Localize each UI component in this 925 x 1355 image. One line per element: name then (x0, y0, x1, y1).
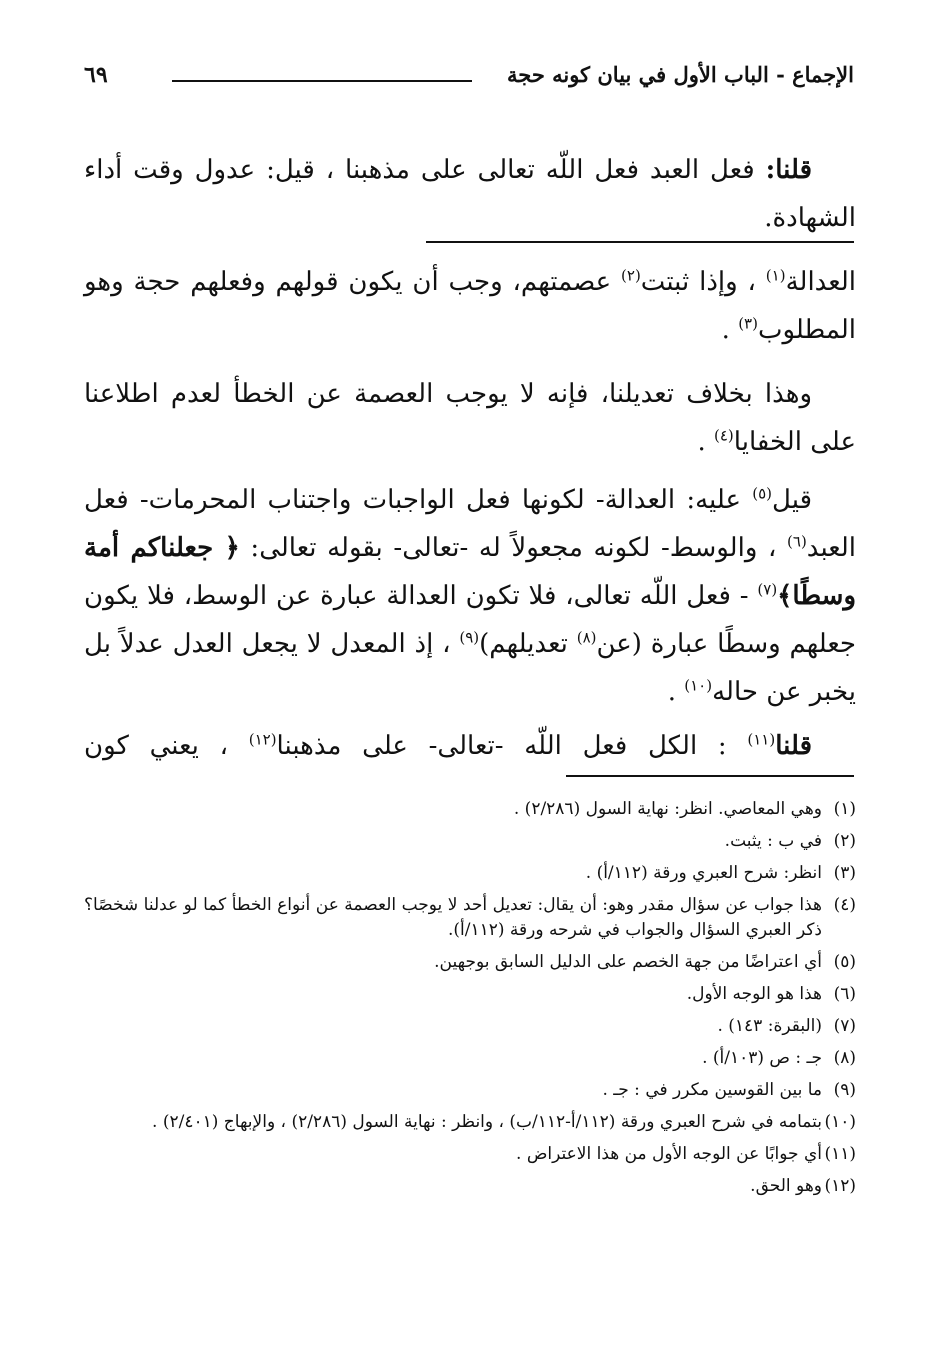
footnote-ref-6: (٦) (787, 532, 807, 551)
footnote-number: (١١) (824, 1144, 856, 1164)
footnote-ref-3: (٣) (738, 314, 758, 333)
footnote-ref-1: (١) (765, 266, 786, 285)
footnote-text: (البقرة: ١٤٣) . (717, 1016, 822, 1036)
footnote (84, 893, 856, 943)
page-number: ٦٩ (84, 62, 108, 88)
running-header (84, 62, 854, 102)
footnote-text: في ب : يثبت. (724, 831, 822, 851)
page-break-rule (426, 241, 854, 243)
paragraph-5 (84, 722, 856, 770)
footnote (84, 797, 856, 822)
qulna-lead: قلنا: (765, 155, 812, 185)
footnote-number: (٤) (833, 895, 856, 915)
footnote (84, 1174, 856, 1199)
paragraph-4-text: ، إذ المعدل لا يجعل العدل عدلاً بل يخبر عن حاله (84, 629, 856, 707)
footnote-number: (٨) (833, 1048, 856, 1068)
footnote-number: (٢) (833, 831, 856, 851)
footnote (84, 1110, 856, 1135)
footnote-text: أي جوابًا عن الوجه الأول من هذا الاعتراض . (516, 1144, 822, 1164)
paragraph-3-text: . (697, 427, 714, 457)
footnote-ref-5: (٥) (752, 484, 773, 503)
footnote-ref-7: (٧) (757, 580, 778, 599)
footnote-rule (566, 775, 854, 777)
footnote (84, 829, 856, 854)
footnote-text: ما بين القوسين مكرر في : جـ . (602, 1080, 822, 1100)
paragraph-4-text: عليه: العدالة- لكونها فعل الواجبات واجتناب المحرمات- فعل العبد (84, 485, 856, 563)
paragraph-2 (84, 258, 856, 354)
footnote-text: بتمامه في شرح العبري ورقة (١١٢/أ-١١٢/ب) ، وانظر : نهاية السول (٢/٢٨٦) ، والإبهاج (٢/٤٠١) . (152, 1112, 822, 1132)
paragraph-4-text: . (667, 677, 685, 707)
footnote (84, 1142, 856, 1167)
paragraph-3 (84, 370, 856, 466)
footnote-number: (١) (833, 799, 856, 819)
header-title: الإجماع - الباب الأول في بيان كونه حجة (507, 62, 854, 87)
paragraph-5-text: : الكل فعل اللّه -تعالى- على مذهبنا (276, 731, 748, 761)
paragraph-4 (84, 476, 856, 716)
paragraph-3-text: وهذا بخلاف تعديلنا، فإنه لا يوجب العصمة عن الخطأ لعدم اطلاعنا على الخفايا (84, 379, 856, 457)
footnote-text: أي اعتراضًا من جهة الخصم على الدليل السابق بوجهين. (434, 952, 822, 972)
footnote-number: (٥) (833, 952, 856, 972)
paragraph-2-text: العدالة (785, 267, 856, 297)
paragraph-5-text: ، يعني كون (84, 731, 249, 761)
paragraph-4-text: قيل (772, 485, 812, 515)
footnote (84, 982, 856, 1007)
paragraph-4-text: ، والوسط- لكونه مجعولاً له -تعالى- بقوله تعالى: (239, 533, 788, 563)
footnote-ref-11: (١١) (747, 730, 776, 749)
quran-quote: ﴿ جعلناكم أمة وسطًا﴾ (84, 533, 856, 611)
paragraph-4-text: - فعل اللّه تعالى، فلا تكون العدالة عبارة عن الوسط، فلا يكون جعلهم وسطًا عبارة (عن (84, 581, 857, 659)
footnote-number: (١٢) (824, 1176, 856, 1196)
footnote (84, 950, 856, 975)
footnote-ref-4: (٤) (714, 426, 734, 445)
footnote-text: وهو الحق. (750, 1176, 822, 1196)
paragraph-2-text: عصمتهم، وجب أن يكون قولهم وفعلهم حجة وهو المطلوب (84, 267, 856, 345)
paragraph-2-text: . (721, 315, 739, 345)
footnote-number: (٦) (833, 984, 856, 1004)
footnote-text: هذا هو الوجه الأول. (686, 984, 822, 1004)
paragraph-1 (84, 146, 856, 242)
footnote-ref-8: (٨) (576, 628, 597, 647)
footnotes (84, 797, 856, 1206)
footnote-ref-2: (٢) (621, 266, 641, 285)
footnote-number: (٧) (833, 1016, 856, 1036)
footnote-text: وهي المعاصي. انظر: نهاية السول (٢/٢٨٦) . (513, 799, 822, 819)
qulna-lead: قلنا (775, 731, 812, 761)
footnote-text: هذا جواب عن سؤال مقدر وهو: أن يقال: تعديل أحد لا يوجب العصمة عن أنواع الخطأ كما لو عدلنا شخصًا؟ ذكر العبري السؤال والجواب في شرحه ورقة (١١٢/أ). (84, 895, 822, 940)
footnote-number: (٩) (833, 1080, 856, 1100)
footnote-text: جـ : ص (١٠٣/أ) . (702, 1048, 822, 1068)
footnote-text: انظر: شرح العبري ورقة (١١٢/أ) . (585, 863, 822, 883)
footnote (84, 1046, 856, 1071)
footnote (84, 1078, 856, 1103)
footnote-ref-9: (٩) (459, 628, 480, 647)
footnote-ref-10: (١٠) (684, 676, 713, 695)
footnote (84, 1014, 856, 1039)
footnote-number: (٣) (833, 863, 856, 883)
header-rule (172, 80, 472, 82)
footnote (84, 861, 856, 886)
footnote-ref-12: (١٢) (248, 730, 277, 749)
paragraph-2-text: ، وإذا ثبتت (640, 267, 766, 297)
paragraph-1-text: فعل العبد فعل اللّه تعالى على مذهبنا ، قيل: عدول وقت أداء الشهادة. (84, 155, 856, 233)
paragraph-4-text: تعديلهم) (479, 629, 577, 659)
footnote-number: (١٠) (824, 1112, 856, 1132)
